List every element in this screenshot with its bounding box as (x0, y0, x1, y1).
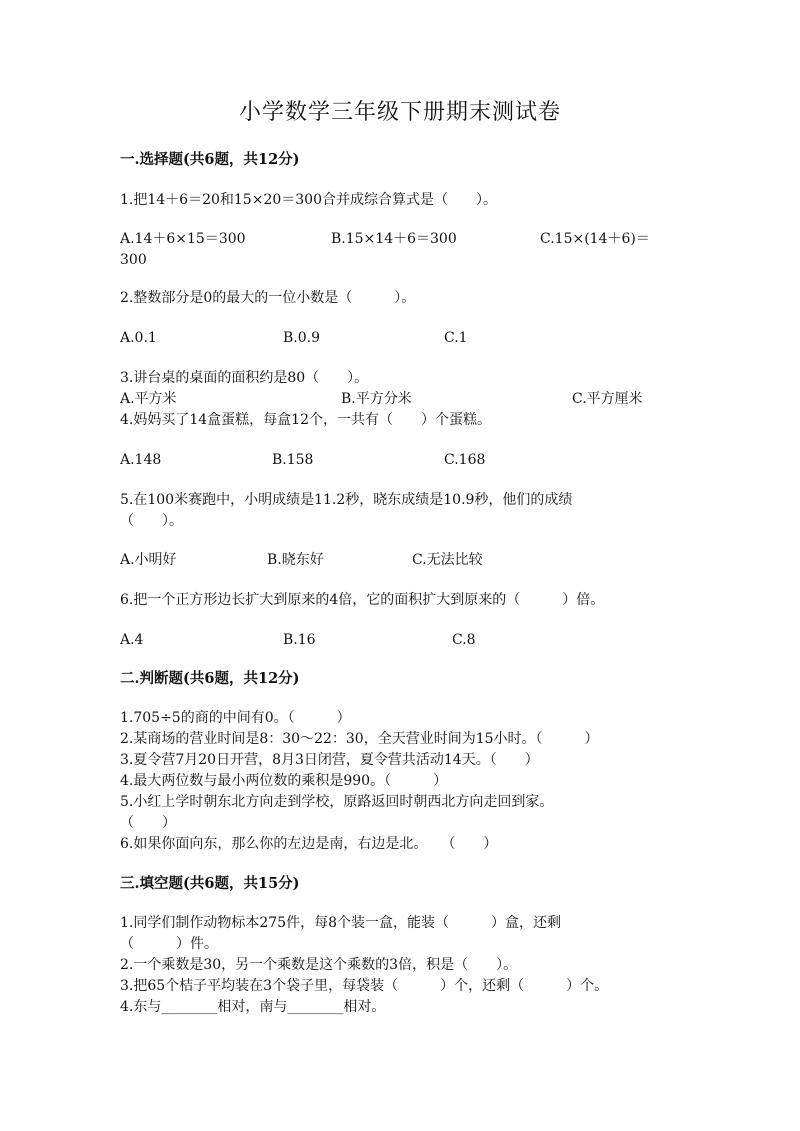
list-item: 4.东与________相对，南与________相对。 (120, 999, 386, 1015)
question-stem: 4.妈妈买了14盒蛋糕，每盒12个，一共有（ ）个蛋糕。 (120, 412, 491, 428)
option-b: B.平方分米 (341, 391, 412, 407)
option-c: C.15×(14＋6)＝ (540, 231, 650, 247)
option-c: C.168 (444, 452, 486, 468)
list-item: 2.某商场的营业时间是8：30～22：30，全天营业时间为15小时。（ ） (120, 731, 599, 747)
section-heading-choice: 一.选择题(共6题，共12分) (120, 151, 300, 168)
option-a: A.平方米 (120, 391, 177, 407)
option-b: B.晓东好 (267, 552, 324, 568)
question-stem-continued: （ ）。 (120, 513, 183, 529)
option-a: A.148 (120, 452, 162, 468)
option-b: B.0.9 (283, 330, 321, 346)
list-item: 2.一个乘数是30，另一个乘数是这个乘数的3倍，积是（ ）。 (120, 957, 518, 973)
option-a: A.4 (120, 632, 144, 648)
section-heading-fill-in: 三.填空题(共6题，共15分) (120, 875, 300, 892)
option-a: A.14＋6×15＝300 (120, 231, 246, 247)
question-stem: 2.整数部分是0的最大的一位小数是（ ）。 (120, 290, 416, 306)
option-c: C.无法比较 (412, 552, 483, 568)
question-stem: 3.讲台桌的桌面的面积约是80（ ）。 (120, 370, 369, 386)
list-item-continued: （ ）件。 (120, 936, 218, 952)
list-item: 3.把65个桔子平均装在3个袋子里，每袋装（ ）个，还剩（ ）个。 (120, 978, 609, 994)
list-item: 3.夏令营7月20日开营，8月3日闭营，夏令营共活动14天。（ ） (120, 752, 539, 768)
list-item: 1.同学们制作动物标本275件，每8个装一盒，能装（ ）盒，还剩 (120, 915, 561, 931)
page-title: 小学数学三年级下册期末测试卷 (238, 100, 561, 125)
option-c-continued: 300 (120, 252, 147, 268)
option-b: B.16 (283, 632, 316, 648)
list-item: 5.小红上学时朝东北方向走到学校，原路返回时朝西北方向走回到家。 (120, 794, 554, 810)
list-item: 4.最大两位数与最小两位数的乘积是990。（ ） (120, 773, 448, 789)
option-c: C.平方厘米 (572, 391, 643, 407)
question-stem: 1.把14＋6＝20和15×20＝300合并成综合算式是（ ）。 (120, 192, 497, 208)
list-item: 6.如果你面向东，那么你的左边是南，右边是北。 （ ） (120, 836, 498, 852)
list-item: 1.705÷5的商的中间有0。（ ） (120, 710, 351, 726)
section-heading-judgement: 二.判断题(共6题，共12分) (120, 670, 300, 687)
option-a: A.小明好 (120, 552, 177, 568)
question-stem: 5.在100米赛跑中，小明成绩是11.2秒，晓东成绩是10.9秒，他们的成绩 (120, 492, 573, 508)
list-item-continued: （ ） (120, 815, 176, 831)
option-c: C.8 (452, 632, 476, 648)
option-b: B.15×14＋6＝300 (331, 231, 457, 247)
option-b: B.158 (272, 452, 314, 468)
question-stem: 6.把一个正方形边长扩大到原来的4倍，它的面积扩大到原来的（ ）倍。 (120, 592, 605, 608)
option-a: A.0.1 (120, 330, 157, 346)
option-c: C.1 (444, 330, 468, 346)
